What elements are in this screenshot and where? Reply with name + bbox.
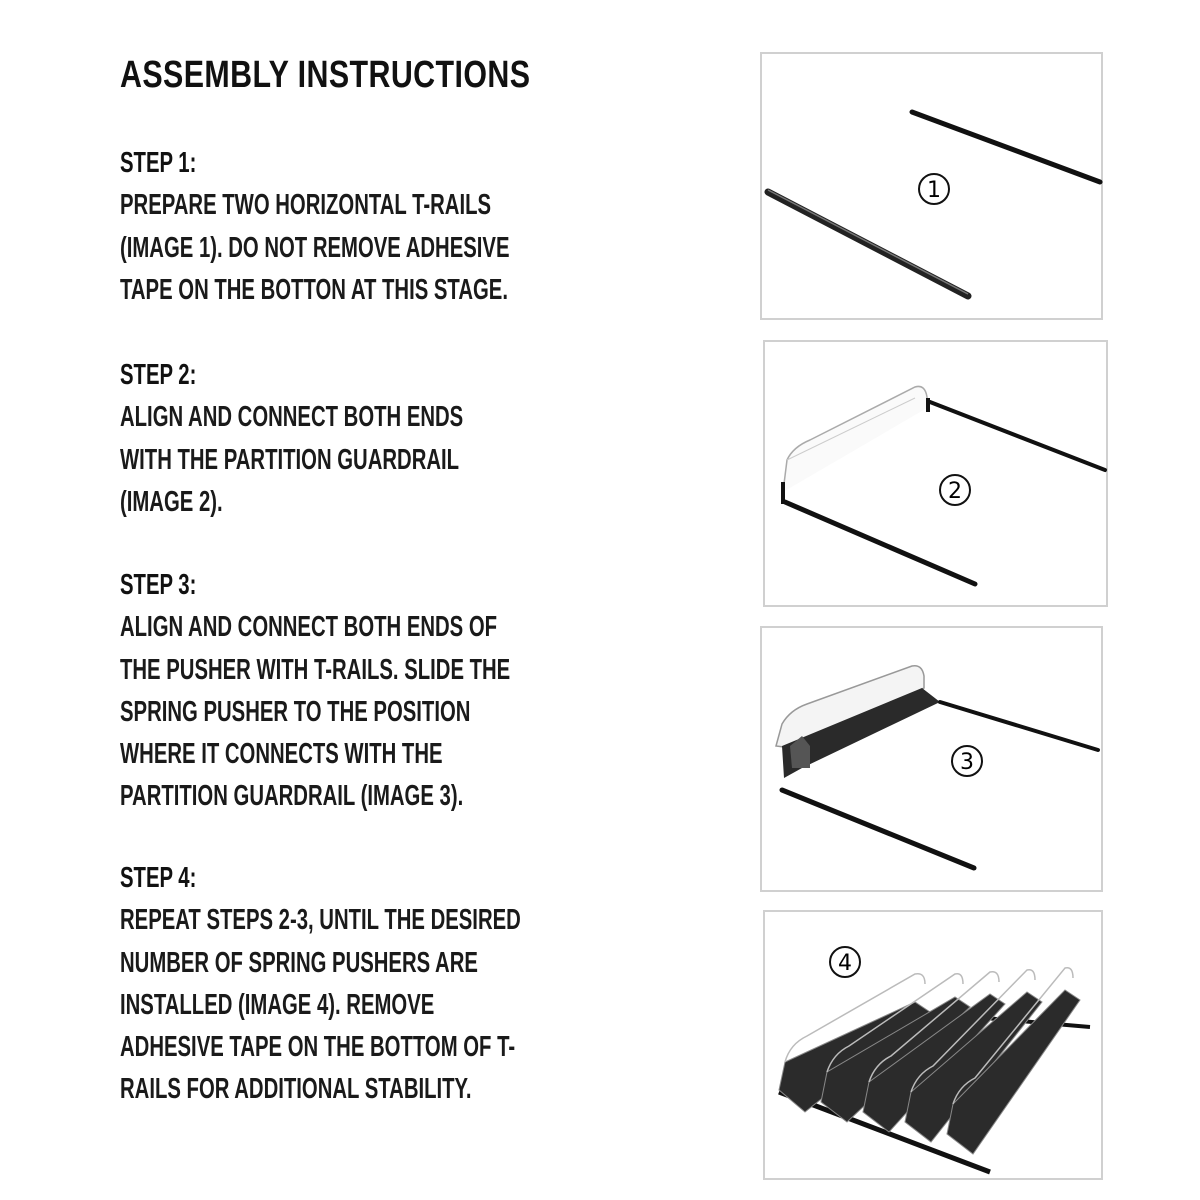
step-text-line: ALIGN AND CONNECT BOTH ENDS (120, 401, 464, 434)
step-4 (120, 857, 693, 1111)
step-text-line: WHERE IT CONNECTS WITH THE (120, 738, 443, 771)
step-text-line: WITH THE PARTITION GUARDRAIL (120, 443, 460, 476)
step-text-line: INSTALLED (IMAGE 4). REMOVE (120, 988, 435, 1021)
step-heading: STEP 3: (120, 569, 197, 601)
step-text-line: ADHESIVE TAPE ON THE BOTTOM OF T- (120, 1031, 516, 1064)
image-label: 1 (927, 178, 941, 203)
step-text-line: REPEAT STEPS 2-3, UNTIL THE DESIRED (120, 904, 521, 937)
step-heading: STEP 4: (120, 862, 197, 894)
image-4-panel (763, 910, 1103, 1180)
guardrail-illustration (765, 342, 1110, 609)
spring-pusher-illustration (762, 628, 1105, 894)
step-text-line: (IMAGE 1). DO NOT REMOVE ADHESIVE (120, 231, 510, 264)
step-text-line: (IMAGE 2). (120, 485, 223, 518)
image-label: 3 (960, 750, 974, 775)
step-1 (120, 142, 676, 311)
assembled-pushers-illustration (765, 912, 1105, 1182)
image-1-panel (760, 52, 1103, 320)
step-text-line: PREPARE TWO HORIZONTAL T-RAILS (120, 189, 492, 222)
page-title: ASSEMBLY INSTRUCTIONS (120, 54, 531, 96)
step-heading: STEP 2: (120, 359, 197, 391)
step-text-line: SPRING PUSHER TO THE POSITION (120, 695, 471, 728)
image-label: 2 (948, 479, 962, 504)
step-text-line: ALIGN AND CONNECT BOTH ENDS OF (120, 611, 498, 644)
step-3 (120, 564, 677, 818)
step-text-line: PARTITION GUARDRAIL (IMAGE 3). (120, 780, 464, 813)
image-label: 4 (838, 951, 852, 976)
step-text-line: NUMBER OF SPRING PUSHERS ARE (120, 946, 478, 979)
t-rails-illustration (762, 54, 1105, 322)
step-text-line: THE PUSHER WITH T-RAILS. SLIDE THE (120, 653, 511, 686)
step-heading: STEP 1: (120, 147, 197, 179)
image-2-panel (763, 340, 1108, 607)
step-2 (120, 354, 610, 523)
step-text-line: RAILS FOR ADDITIONAL STABILITY. (120, 1073, 472, 1106)
image-3-panel (760, 626, 1103, 892)
step-text-line: TAPE ON THE BOTTON AT THIS STAGE. (120, 273, 508, 306)
